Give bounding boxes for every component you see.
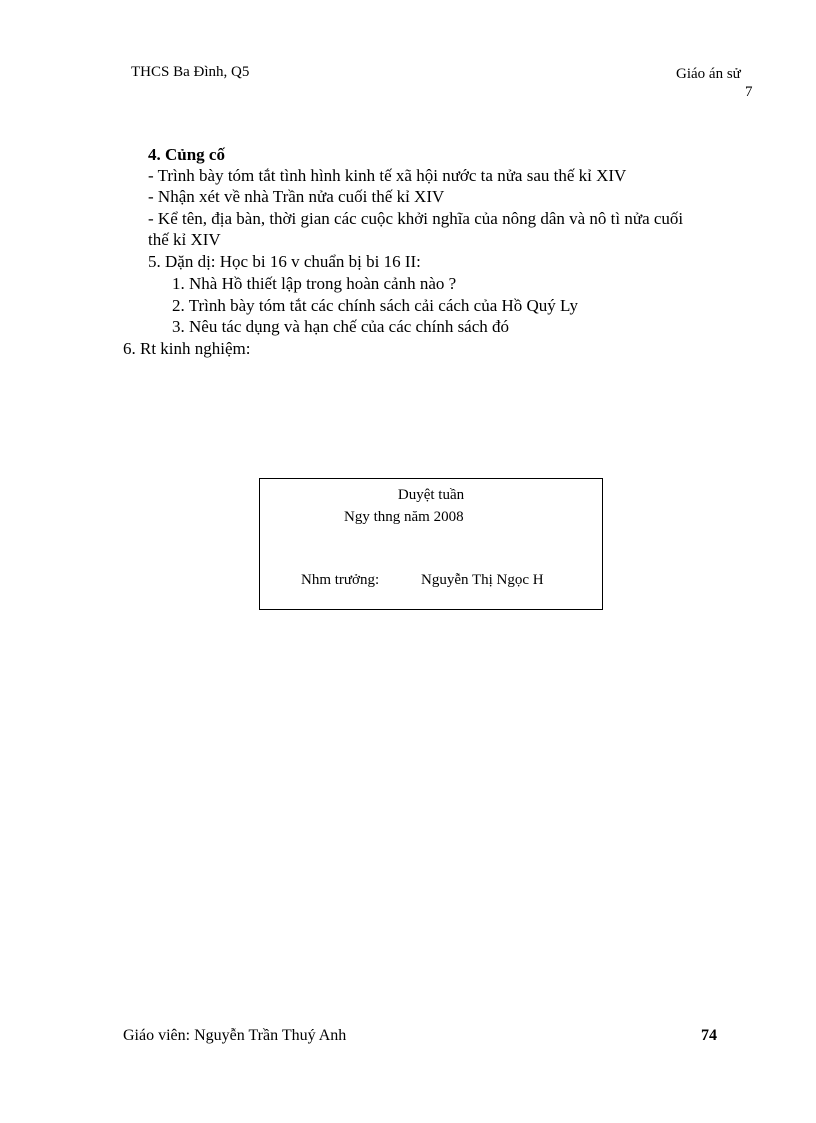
- section-5-title: 5. Dặn dị: Học bi 16 v chuẩn bị bi 16 II:: [148, 252, 421, 271]
- footer-teacher: Giáo viên: Nguyễn Trần Thuý Anh: [123, 1027, 347, 1044]
- bullet-item: - Nhận xét về nhà Trần nửa cuối thế kỉ XIV: [148, 187, 445, 206]
- approval-date: Ngy thng năm 2008: [344, 509, 464, 525]
- numbered-item: 2. Trình bày tóm tắt các chính sách cải cách của Hồ Quý Ly: [172, 296, 578, 315]
- approval-title: Duyệt tuần: [397, 487, 465, 503]
- header-grade: 7: [745, 84, 753, 100]
- bullet-item: thế kỉ XIV: [148, 230, 221, 249]
- approval-box: [259, 478, 603, 610]
- approval-signer-label: Nhm trưởng:: [301, 572, 380, 588]
- section-4-title: 4. Củng cố: [148, 145, 225, 164]
- bullet-item: - Kể tên, địa bàn, thời gian các cuộc khởi nghĩa của nông dân và nô tì nửa cuối: [148, 209, 684, 228]
- header-subject: Giáo án sử: [676, 66, 741, 82]
- section-6-title: 6. Rt kinh nghiệm:: [123, 339, 251, 358]
- approval-signer-name: Nguyễn Thị Ngọc H: [421, 572, 544, 588]
- bullet-item: - Trình bày tóm tắt tình hình kinh tế xã hội nước ta nửa sau thế kỉ XIV: [148, 166, 627, 185]
- numbered-item: 3. Nêu tác dụng và hạn chế của các chính sách đó: [172, 317, 510, 336]
- page-number: 74: [701, 1027, 717, 1044]
- numbered-item: 1. Nhà Hồ thiết lập trong hoàn cảnh nào ?: [172, 274, 457, 293]
- header-school: THCS Ba Đình, Q5: [131, 64, 250, 80]
